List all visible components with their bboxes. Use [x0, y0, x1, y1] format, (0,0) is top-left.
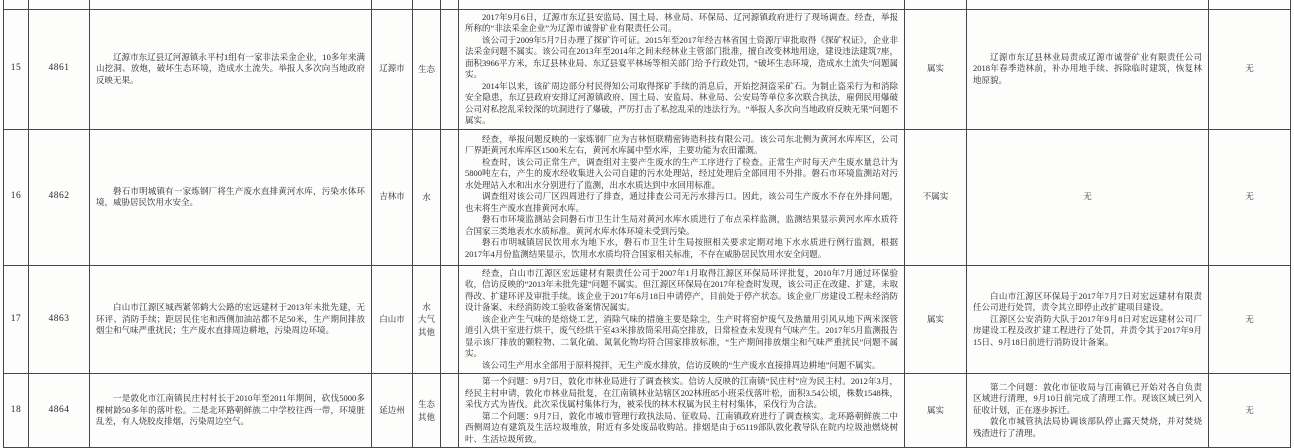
investigation-paragraph: 磐石市环境监测站会同磐石市卫生计生局对黄河水库水质进行了布点采样监测，监测结果显示黄河水库水质符合国家三类地表水水质标准。黄河水库水体环境未受到污染。: [465, 214, 898, 236]
investigation-cell: [459, 129, 905, 265]
complaint-paragraph: 白山市江源区城西紧邻鹤大公路的宏远建材于2013年未批先建，无环评、消防手续；距居民住宅和西侧加油站都不足50米，生产期间排放烟尘和气味严重扰民；生产废水直排周边耕地，污染周边环境。: [96, 302, 365, 335]
previous-row-remainder: [4, 0, 1291, 9]
complaint-cell: [90, 374, 372, 448]
empty-cell: [905, 0, 967, 9]
pollution-type-cell: [413, 9, 441, 129]
pollution-type-label: 生态: [417, 399, 435, 409]
verdict-cell: 不属实: [905, 129, 967, 265]
verdict-cell: 属实: [905, 265, 967, 374]
investigation-paragraph: 第二个问题：9月7日，敦化市城市管理行政执法局、征收局、江南镇政府进行了调查核实。北环路朝鲜族二中西侧周边有建筑及生活垃圾堆放，附近有多处废品收购站。排烟是由于65119部队敦化教导队在院内垃圾池燃烧树叶、生活垃圾所致。: [465, 410, 898, 444]
complaint-paragraph: 一是敦化市江南镇民庄村村长于2010年至2011年期间，砍伐5000多棵树龄50多年的落叶松。二是北环路朝鲜族二中学校往西一带，环境脏乱差，有人烧胶皮排烟，污染周边空气。: [96, 393, 365, 427]
table-row: [4, 129, 1291, 265]
pollution-type-label: 水: [422, 301, 431, 312]
city-cell: 辽源市: [372, 9, 413, 129]
verdict-cell: 属实: [905, 9, 967, 129]
empty-cell: [29, 0, 90, 9]
empty-cell: [372, 0, 413, 9]
city-cell: 吉林市: [372, 129, 413, 265]
divider-cell: [441, 129, 459, 265]
complaint-cell: [90, 265, 372, 374]
handling-paragraph: 第二个问题：敦化市征收局与江南镇已开始对各自负责区域进行清理，9月10日前完成了清理工作。现该区域已列入征收计划，正在逐步拆迁。: [973, 381, 1202, 415]
complaint-paragraph: 磐石市明城镇有一家炼钢厂将生产废水直排黄河水库，污染水体环境，威胁居民饮用水安全。: [96, 185, 365, 207]
empty-cell: [90, 0, 372, 9]
table-row: [4, 9, 1291, 129]
investigation-paragraph: 该企业产生气味的是焙烧工艺，消除气味的措施主要是除尘，生产时将窑炉废气及热量用引风从地下两米深管道引入烘干室进行烘干，废气经烘干室43米排放筒采用高空排放，日常检查未发现有气味产生。2017年5月监测报告显示该厂排放的颗粒物、二氧化硫、氮氧化物均符合国家排放标准，“生产期间排放烟尘和气味严重扰民”问题不属实。: [465, 313, 898, 358]
pollution-type-label: 生态: [417, 63, 435, 74]
investigation-paragraph: 该公司生产用水全部用于原料搅拌，无生产废水排放，信访反映的“生产废水直接排周边耕地”问题不属实。: [482, 359, 881, 370]
investigation-paragraph: 检查时，该公司正常生产，调查组对主要产生废水的生产工序进行了检查。正常生产时每天产生废水量总计为5800吨左右，产生的废水经收集进入公司自建的污水处理站，经过处理后全部回用不外排。磐石市环境监测站对污水处理站入水和出水分别进行了监测，出水水质达到中水回用标准。: [465, 156, 898, 190]
investigation-paragraph: 经查，举报问题反映的一家炼钢厂应为吉林恒联精密铸造科技有限公司。该公司东北侧为黄河水库库区，公司厂界距黄河水库库区1500米左右，黄河水库属中型水库，主要功能为农田灌溉。: [465, 133, 898, 156]
divider-cell: [441, 9, 459, 129]
empty-cell: [967, 0, 1209, 9]
handling-paragraph: 辽源市东辽县林业局责成辽源市诚誉矿业有限责任公司2018年春季造林前，补办用地手续、拆除临时建筑，恢复林地原貌。: [973, 51, 1202, 85]
empty-cell: [413, 0, 441, 9]
handling-cell: 无: [967, 129, 1209, 265]
city-cell: 白山市: [372, 265, 413, 374]
table-row: [4, 374, 1291, 448]
complaint-cell: [90, 9, 372, 129]
pollution-type-cell: [413, 374, 441, 448]
row-sequence-number: 15: [4, 9, 29, 129]
complaint-cell: [90, 129, 372, 265]
pollution-type-label: 水: [422, 191, 431, 202]
investigation-cell: [459, 374, 905, 448]
investigation-paragraph: 2017年9月6日，辽源市东辽县安监局、国土局、林业局、环保局、辽河源镇政府进行了现场调查。经查，举报所称的“非法采金企业”为辽源市诚誉矿业有限责任公司。: [465, 11, 898, 33]
pollution-type-cell: [413, 129, 441, 265]
empty-cell: [459, 0, 905, 9]
handling-cell: [967, 9, 1209, 129]
divider-cell: [441, 374, 459, 448]
row-case-number: 4864: [29, 374, 90, 448]
investigation-paragraph: 经查，白山市江源区宏远建材有限责任公司于2007年1月取得江源区环保局环评批复，2010年7月通过环保验收，信访反映的“2013年未批先建”问题不属实。但江源区环保局在2017年检查时发现，该公司正在改建、扩建，未取得改、扩建环评及审批手续。该企业于2017年6月18日申请停产，目前处于停产状态。该企业厂房建设工程未经消防设计备案、未经消防竣工验收备案情况属实。: [465, 267, 898, 312]
complaint-paragraph: 辽源市东辽县辽河源镇永平村1组有一家非法采金企业，10多年来满山挖洞、放炮，破坏生态环境，造成水土流失。举报人多次向当地政府反映无果。: [96, 51, 365, 85]
row-sequence-number: 16: [4, 129, 29, 265]
empty-cell: [1209, 0, 1291, 9]
accountability-cell: 无: [1209, 265, 1291, 374]
accountability-cell: 无: [1209, 9, 1291, 129]
empty-cell: [4, 0, 29, 9]
accountability-cell: 无: [1209, 374, 1291, 448]
investigation-cell: [459, 9, 905, 129]
report-table-body: [4, 0, 1291, 448]
investigation-paragraph: 2014年以来，该矿周边部分村民得知公司取得探矿手续的消息后，开始挖洞盗采矿石。为制止盗采行为和消除安全隐患，东辽县政府安排辽河源镇政府、国土局、安监局、林业局、公安局等单位多次联合执法，雇佣民用爆破公司对私挖乱采较深的坑洞进行了爆破，严厉打击了私挖乱采的违法行为。“举报人多次向当地政府反映无果”问题不属实。: [465, 80, 898, 125]
handling-cell: [967, 265, 1209, 374]
handling-paragraph: 江源区公安消防大队于2017年9月8日对宏远建材公司厂房建设工程及改扩建工程进行了处罚，并责令其于2017年9月15日、9月18日前进行消防设计备案。: [973, 313, 1202, 347]
investigation-paragraph: 调查组对该公司厂区四周进行了排查，通过排查公司无污水排污口。因此，该公司生产废水不存在外排问题，也未将生产废水直排黄河水库。: [465, 191, 898, 213]
verdict-cell: 属实: [905, 374, 967, 448]
investigation-cell: [459, 265, 905, 374]
row-case-number: 4861: [29, 9, 90, 129]
handling-paragraph: 白山市江源区环保局于2017年7月7日对宏远建材有限责任公司进行处罚，责令其立即停止改扩建项目建设。: [973, 290, 1202, 312]
accountability-cell: 无: [1209, 129, 1291, 265]
row-sequence-number: 18: [4, 374, 29, 448]
row-case-number: 4863: [29, 265, 90, 374]
empty-cell: [441, 0, 459, 9]
row-case-number: 4862: [29, 129, 90, 265]
investigation-paragraph: 第一个问题：9月7日，敦化市林业局进行了调查核实。信访人反映的江南镇“民庄村”应为民主村。2012年3月，经民主村申请，敦化市林业局批复，在江南镇林业站辖区202林班85小班采伐落叶松，面积3.54公顷，株数1548株，采伐方式为皆伐。此次采伐属村集体行为，被采伐的林木权属为民主村村集体，采伐行为合法。: [465, 376, 898, 409]
investigation-paragraph: 该公司于2009年5月7日办理了探矿许可证。2015年至2017年经吉林省国土资源厅审批取得《探矿权证》，企业非法采金问题不属实。该公司在2013年至2014年之间未经林业主管部门批准，擅自改变林地用途，建设违法建筑7座，面积3966平方米，东辽县林业局、东辽县宴平林场等相关部门给予行政处罚，“破坏生态环境，造成水土流失”问题属实。: [465, 34, 898, 79]
investigation-paragraph: 磐石市明城镇居民饮用水为地下水，磐石市卫生计生局按照相关要求定期对地下水水质进行例行监测，根据2017年4月份监测结果显示，饮用水水质均符合国家相关标准，不存在威胁居民饮用水安全问题。: [465, 237, 898, 259]
table-row: [4, 265, 1291, 374]
handling-cell: [967, 374, 1209, 448]
city-cell: 延边州: [372, 374, 413, 448]
divider-cell: [441, 265, 459, 374]
pollution-type-label: 其他: [417, 411, 435, 422]
handling-paragraph: 敦化市城管执法局协调该部队停止露天焚烧，并对焚烧残渣进行了清理。: [973, 416, 1202, 438]
row-sequence-number: 17: [4, 265, 29, 374]
pollution-type-label: 大气: [417, 314, 435, 324]
inspection-report-table: [3, 0, 1291, 448]
pollution-type-cell: [413, 265, 441, 374]
pollution-type-label: 其他: [417, 326, 435, 337]
